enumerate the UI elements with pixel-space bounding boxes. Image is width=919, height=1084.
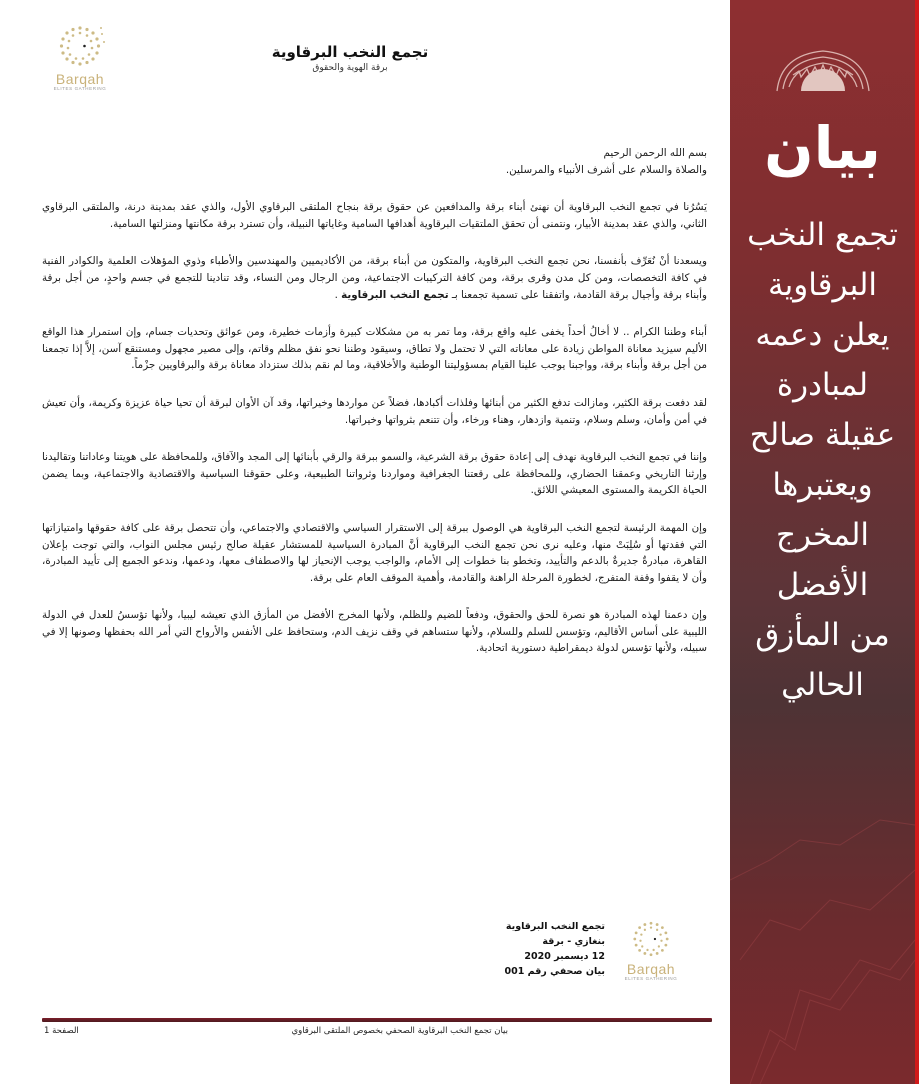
banner-line: عقيلة صالح	[749, 417, 896, 453]
banner-line: تجمع النخب	[747, 217, 898, 253]
paragraph-6: وإن المهمة الرئيسة لتجمع النخب البرقاوية هي الوصول ببرقة إلى الاستقرار السياسي والاقتصادي والاجتماعي، وأن تتحصل برقة على كافة حقوقها وامتيازاتها التي فقدتها أو سُلِبَتْ منها، وعليه نرى نحن تجمع النخب البرقاوية أنَّ المبادرة السياسية للمستشار عقيلة صالح رئيس مجلس النواب، والتي توجت بإعلان القاهرة، مبادرةٌ جديرةٌ بالدعم والتأييد، وتخطو بنا خطوات إلى الأمام، والواجب يوجب الإنحياز لها والاصطفاف معها، ودعمها، وندعو الجميع إلى تأييد المبادرة، وأن لا يقفوا وقفة المتفرج، لخطورة المرحلة الراهنة والقادمة، وأهمية الموقف العام على برقة.	[42, 521, 707, 584]
banner-line: البرقاوية	[768, 267, 877, 303]
banner-edge	[915, 0, 919, 1084]
paragraph-5: وإننا في تجمع النخب البرقاوية نهدف إلى إعادة حقوق برقة الشرعية، والسمو ببرقة والرقي بأبنائها إلى المجد والآفاق، وللمحافظة على هويتنا وعاداتنا وتقاليدنا وإرثنا التاريخي وعمقنا الحضاري، وللمحافظة على رقعتنا الجغرافية ومواردنا وثرواتنا الطبيعية، وعلى حقوقنا السياسية والاقتصادية والاجتماعية، وبما يضمن الحياة الكريمة والمستوى المعيشي اللائق.	[42, 451, 707, 497]
logo-subtitle: ELITES GATHERING	[53, 86, 107, 91]
logo-subtitle: ELITES GATHERING	[624, 976, 678, 981]
footer-caption: بيان تجمع النخب البرقاوية الصحفي بخصوص الملتقى البرقاوي	[291, 1026, 508, 1036]
paragraph-4: لقد دفعت برقة الكثير، ومازالت تدفع الكثير من أبنائها وفلذات أكبادها، فضلاً عن مواردها وخيراتها، وقد آن الأوان لبرقة أن تحيا حياة عزيزة وكريمة، وأن تعيش في أمن وأمان، وسلم وسلام، وتنمية وازدهار، وهناء ورخاء، وأن تتنعم بثرواتها وخيراتها.	[42, 396, 707, 426]
sun-crescent-icon	[628, 918, 674, 960]
signature-ref: بيان صحفي رقم 001	[504, 966, 605, 977]
document-subtitle: برقة الهوية والحقوق	[312, 63, 388, 73]
statement-banner	[730, 0, 915, 1084]
page-number: الصفحة 1	[44, 1026, 79, 1036]
calligraphy-emblem-icon	[773, 45, 873, 95]
logo-name: Barqah	[626, 961, 676, 977]
banner-headline	[730, 210, 915, 710]
paragraph-2-text: ويسعدنا أنْ نُعَرِّف بأنفسنا، نحن تجمع النخب البرقاوية، والمتكون من أبناء برقة، من الأكاديميين والمهندسين والأطباء وذوي المؤهلات العلمية والكوادر الفنية في كافة التخصصات، ومن كل مدن وقرى برقة، ومن كافة التركيبات الاجتماعية، ومن الرجال ومن النساء، وقد تنادينا للتجمع في جسم واحدٍ، من أجل برقة وأبناء برقة وأجيال برقة القادمة، واتفقنا على تسمية تجمعنا بـ	[42, 255, 707, 301]
paragraph-2-bold: تجمع النخب البرقاوية	[341, 288, 449, 301]
paragraph-2: ويسعدنا أنْ نُعَرِّف بأنفسنا، نحن تجمع النخب البرقاوية، والمتكون من أبناء برقة، من الأكاديميين والمهندسين والأطباء وذوي المؤهلات العلمية والكوادر الفنية في كافة التخصصات، ومن كل مدن وقرى برقة، ومن كافة التركيبات الاجتماعية، ومن الرجال ومن النساء، وقد تنادينا للتجمع في جسم واحدٍ، من أجل برقة وأبناء برقة وأجيال برقة القادمة، واتفقنا على تسمية تجمعنا بـ تجمع النخب البرقاوية .	[42, 255, 707, 301]
footer-divider	[42, 1018, 712, 1022]
banner-line: المخرج	[775, 517, 870, 553]
barqah-logo-footer	[616, 918, 686, 982]
signature-org: تجمع النخب البرقاوية	[505, 921, 605, 932]
document-header	[250, 42, 450, 74]
signature-block	[470, 919, 605, 979]
geometric-pattern-decoration	[730, 760, 915, 1084]
signature-date: 12 ديسمبر 2020	[524, 951, 605, 962]
barqah-logo	[45, 22, 115, 92]
banner-line: ويعتبرها	[772, 467, 873, 503]
salutation: والصلاة والسلام على أشرف الأنبياء والمرسلين.	[505, 163, 707, 176]
paragraph-7: وإن دعمنا لهذه المبادرة هو نصرة للحق والحقوق، ودفعاً للضيم وللظلم، ولأنها المخرج الأفضل من المأزق الذي تعيشه ليبيا، ولأنها تؤسسُ للعدل في الدولة الليبية على أساس الأقاليم، وتؤسس للسلم وللسلام، ولأنها ستساهم في وقف نزيف الدم، وستحافظ على الأنفس والأرواح التي أمر الله بحفظها وصونها إلا في سبيله، ولأنها تؤسس لدولة ديمقراطية دستورية اتحادية.	[42, 609, 707, 655]
banner-line: لمبادرة	[776, 367, 869, 403]
banner-line: يعلن دعمه	[755, 317, 890, 353]
banner-line: الحالي	[781, 667, 864, 703]
document-title: تجمع النخب البرقاوية	[271, 43, 429, 61]
logo-name: Barqah	[55, 71, 105, 87]
paragraph-3: أبناء وطننا الكرام .. لا أخالُ أحداً يخفى عليه واقع برقة، وما تمر به من مشكلات كبيرة وأزمات خطيرة، ومن عوائق وتحديات جسام، وإن استمرار هذا الواقع الأليم سيزيد معاناة المواطن زيادة على معاناته التي لا تحتمل ولا تطاق، وسيقود وطننا نحو نفق مظلم وقاتم، وإلى مصير مجهول ومستنقع آسن، إلاَّ إذا تجمعنا من أجل برقة وأبناء برقة، وواجبنا يوجب علينا القيام بمسؤوليتنا الوطنية والأخلاقية، وما لم نقم بذلك ستزداد معاناة برقة والبرقاويين جزْماً.	[42, 326, 707, 372]
banner-line: الأفضل	[776, 567, 869, 603]
banner-heading: بيان	[764, 114, 881, 182]
basmala: بسم الله الرحمن الرحيم	[603, 147, 707, 159]
statement-body	[42, 145, 707, 678]
paragraph-1: يَسُرُنا في تجمع النخب البرقاوية أن نهنئ أبناء برقة والمدافعين عن حقوق برقة بنجاح الملتقى البرقاوي الأول، والذي عقد بمدينة درنة، والملتقى البرقاوي الثاني، والذي عقد بمدينة الأبيار، ونتمنى أن تحقق الملتقيات البرقاوية أهدافها السامية وغاياتها النبيلة، وأن تسترد برقة مكانتها ومنزلتها السامية.	[42, 201, 707, 230]
signature-place: بنغازي - برقة	[542, 936, 605, 947]
opening	[42, 145, 707, 178]
banner-line: من المأزق	[755, 617, 890, 653]
sun-crescent-icon	[54, 22, 106, 70]
